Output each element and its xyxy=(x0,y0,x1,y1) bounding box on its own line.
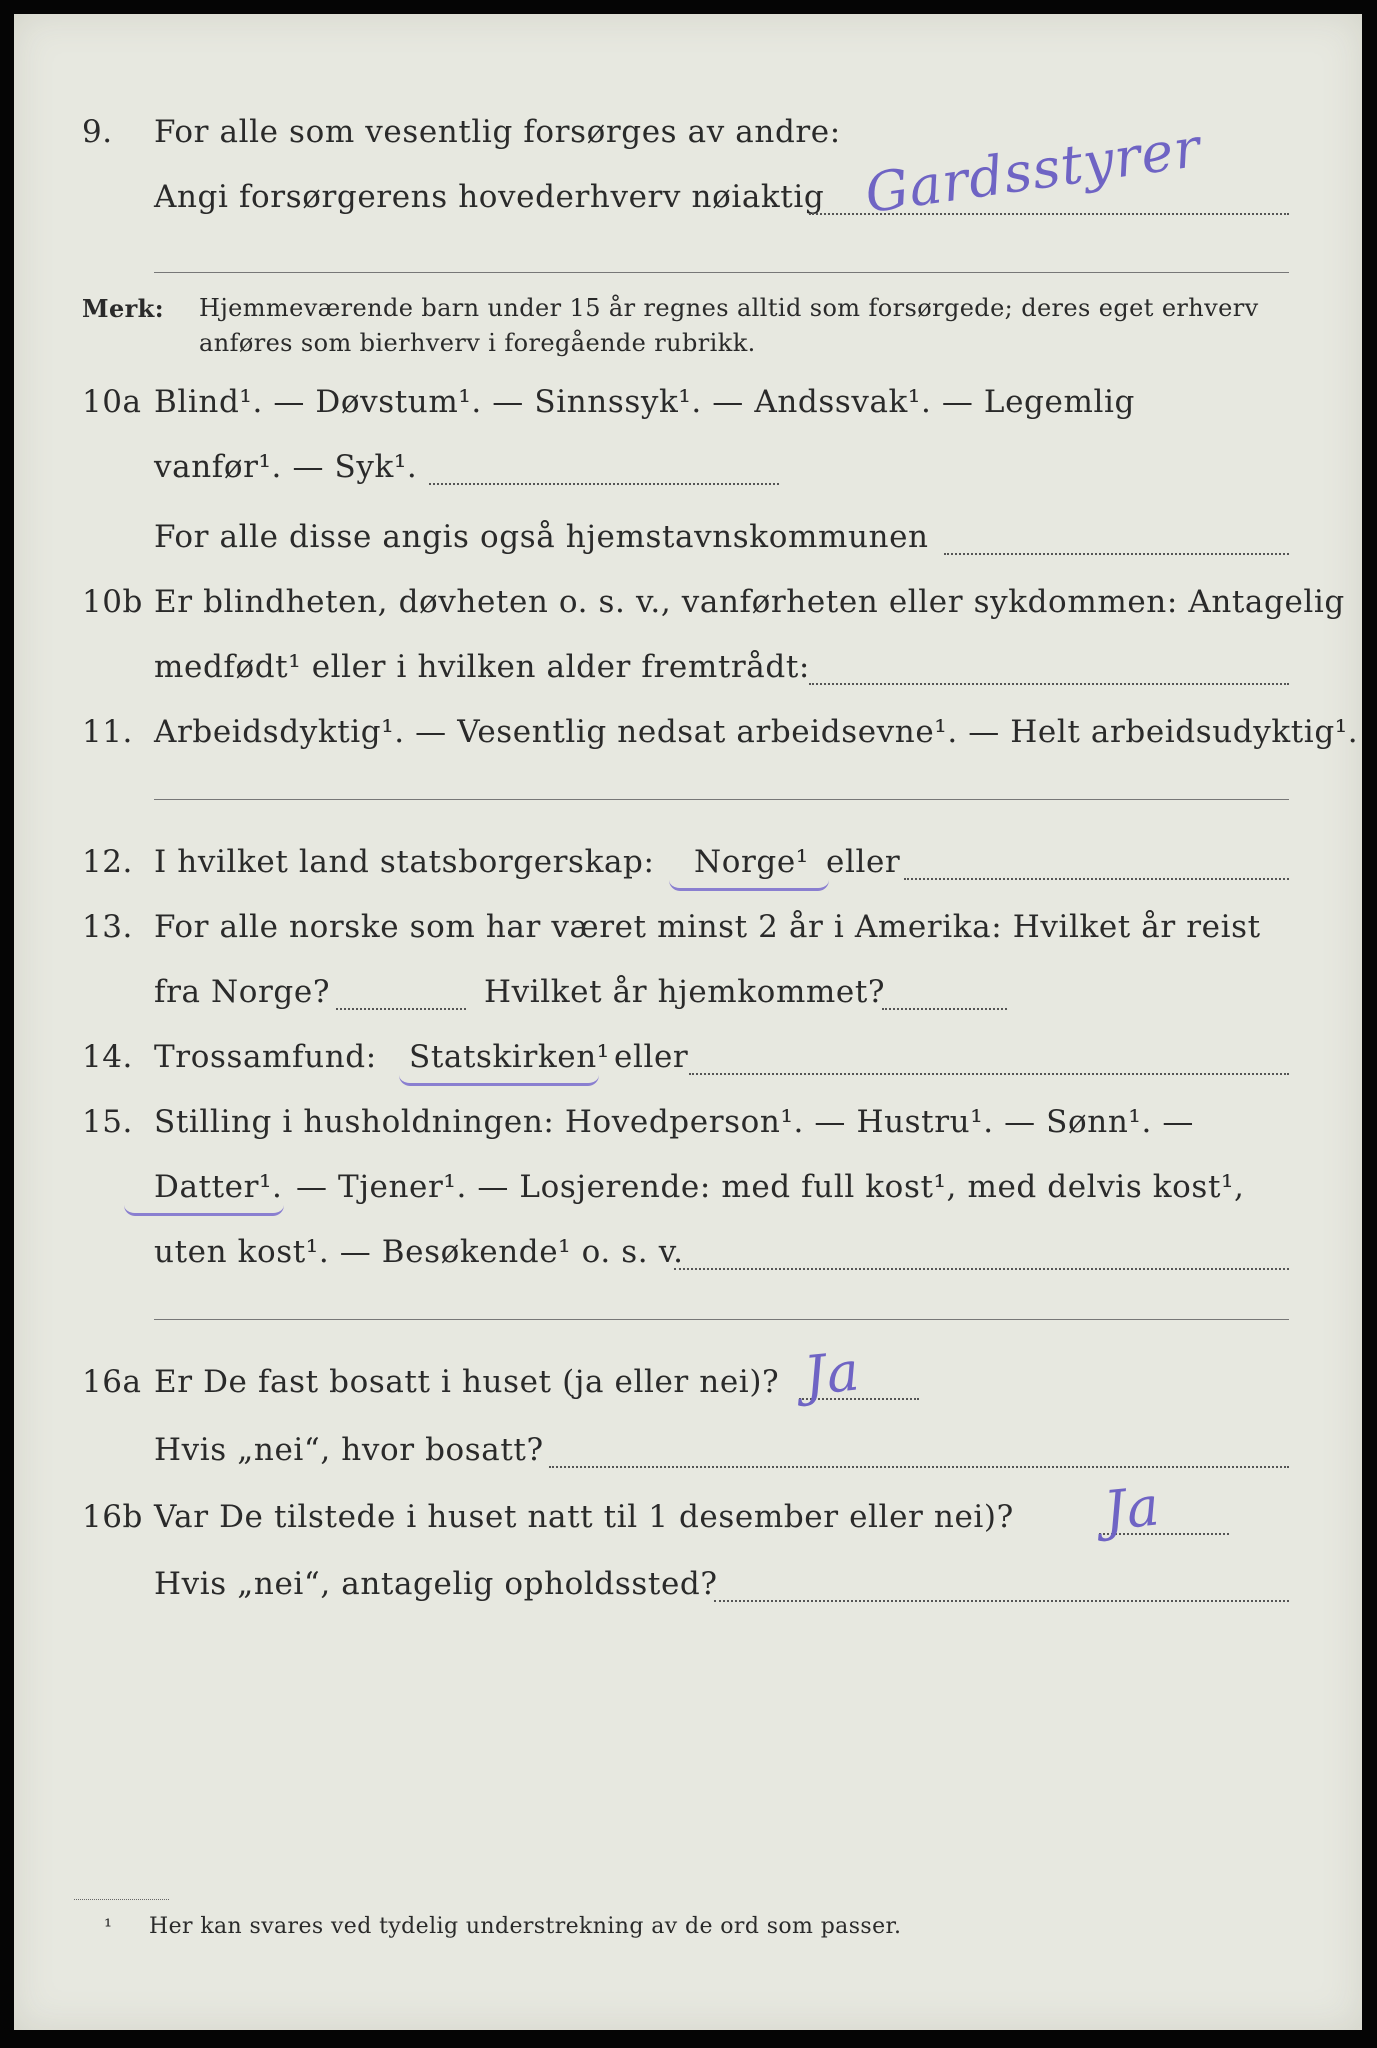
question-13-line-2 xyxy=(14,974,1362,1034)
question-text: eller xyxy=(614,1039,689,1075)
note-label: Merk: xyxy=(82,294,164,323)
answer-line xyxy=(154,799,1289,800)
handwritten-answer: Gardsstyrer xyxy=(861,115,1205,226)
question-number: 15. xyxy=(82,1104,133,1140)
question-14 xyxy=(14,1039,1362,1099)
question-16a-line-2 xyxy=(14,1432,1362,1492)
question-text: Var De tilstede i huset natt til 1 desember eller nei)? xyxy=(154,1499,1014,1535)
answer-line xyxy=(674,1268,1289,1270)
question-number: 10b xyxy=(82,584,143,620)
note-text: anføres som bierhverv i foregående rubrikk. xyxy=(199,329,756,357)
question-text: Hvis „nei“, antagelig opholdssted? xyxy=(154,1566,718,1602)
question-15-line-2 xyxy=(14,1169,1362,1229)
question-text: For alle norske som har været minst 2 år i Amerika: Hvilket år reist xyxy=(154,909,1261,945)
question-15-line-3 xyxy=(14,1234,1362,1294)
footnote-mark: ¹ xyxy=(104,1914,113,1938)
question-text: For alle som vesentlig forsørges av andre: xyxy=(154,114,841,150)
question-text: eller xyxy=(826,844,901,880)
answer-line xyxy=(809,683,1289,685)
selected-option: Datter¹. xyxy=(154,1169,283,1205)
question-number: 9. xyxy=(82,114,113,150)
question-13 xyxy=(14,909,1362,969)
question-number: 14. xyxy=(82,1039,133,1075)
question-16b-line-2 xyxy=(14,1566,1362,1626)
handwritten-answer: Ja xyxy=(800,1339,863,1408)
question-15 xyxy=(14,1104,1362,1164)
census-form-sheet xyxy=(14,14,1362,2030)
question-10a-line-2 xyxy=(14,449,1362,509)
question-number: 12. xyxy=(82,844,133,880)
question-number: 10a xyxy=(82,384,142,420)
answer-line xyxy=(429,483,779,485)
answer-line xyxy=(689,1073,1289,1075)
question-text: Trossamfund: xyxy=(154,1039,377,1075)
answer-line xyxy=(714,1600,1289,1602)
question-number: 16a xyxy=(82,1364,142,1400)
question-10b-line-2 xyxy=(14,649,1362,709)
handwritten-underline xyxy=(669,880,829,891)
question-16b xyxy=(14,1474,1362,1559)
question-text: fra Norge? xyxy=(154,974,331,1010)
footnote-rule xyxy=(74,1899,169,1900)
handwritten-underline xyxy=(124,1205,284,1216)
answer-line xyxy=(882,1008,1007,1010)
question-11 xyxy=(14,714,1362,774)
divider xyxy=(154,272,1289,273)
question-text: vanfør¹. — Syk¹. xyxy=(154,449,418,485)
answer-line xyxy=(549,1466,1289,1468)
question-text: Hvilket år hjemkommet? xyxy=(484,974,886,1010)
question-text: Stilling i husholdningen: Hovedperson¹. — Hustru¹. — Sønn¹. — xyxy=(154,1104,1194,1140)
question-text: Arbeidsdyktig¹. — Vesentlig nedsat arbeidsevne¹. — Helt arbeidsudyktig¹. xyxy=(154,714,1359,750)
question-text: For alle disse angis også hjemstavnskommunen xyxy=(154,519,929,555)
answer-line xyxy=(154,1319,1289,1320)
question-text: medfødt¹ eller i hvilken alder fremtrådt: xyxy=(154,649,810,685)
answer-line xyxy=(944,553,1289,555)
footnote-text: Her kan svares ved tydelig understrekning av de ord som passer. xyxy=(149,1914,902,1939)
question-text: Er blindheten, døvheten o. s. v., vanførheten eller sykdommen: Antagelig xyxy=(154,584,1345,620)
question-10b xyxy=(14,584,1362,644)
question-text: — Tjener¹. — Losjerende: med full kost¹, med delvis kost¹, xyxy=(296,1169,1245,1205)
answer-line xyxy=(336,1008,466,1010)
note-text: Hjemmeværende barn under 15 år regnes alltid som forsørgede; deres eget erhverv xyxy=(199,294,1259,322)
question-12 xyxy=(14,844,1362,904)
handwritten-answer: Ja xyxy=(1100,1474,1163,1543)
question-10a xyxy=(14,384,1362,444)
question-text: I hvilket land statsborgerskap: xyxy=(154,844,655,880)
question-text: uten kost¹. — Besøkende¹ o. s. v. xyxy=(154,1234,684,1270)
question-text: Blind¹. — Døvstum¹. — Sinnssyk¹. — Andssvak¹. — Legemlig xyxy=(154,384,1135,420)
question-text: Er De fast bosatt i huset (ja eller nei)? xyxy=(154,1364,780,1400)
footnote xyxy=(14,1914,1362,1974)
question-text: Hvis „nei“, hvor bosatt? xyxy=(154,1432,544,1468)
question-number: 11. xyxy=(82,714,133,750)
question-10a-line-3 xyxy=(14,519,1362,579)
answer-line xyxy=(904,878,1289,880)
handwritten-underline xyxy=(399,1075,599,1086)
question-number: 13. xyxy=(82,909,133,945)
question-16a xyxy=(14,1339,1362,1424)
note-merk-line-2 xyxy=(14,329,1362,389)
selected-option: Norge¹ xyxy=(694,844,809,880)
selected-option: Statskirken¹ xyxy=(409,1039,610,1075)
question-number: 16b xyxy=(82,1499,143,1535)
question-text: Angi forsørgerens hovederhverv nøiaktig xyxy=(154,179,825,215)
